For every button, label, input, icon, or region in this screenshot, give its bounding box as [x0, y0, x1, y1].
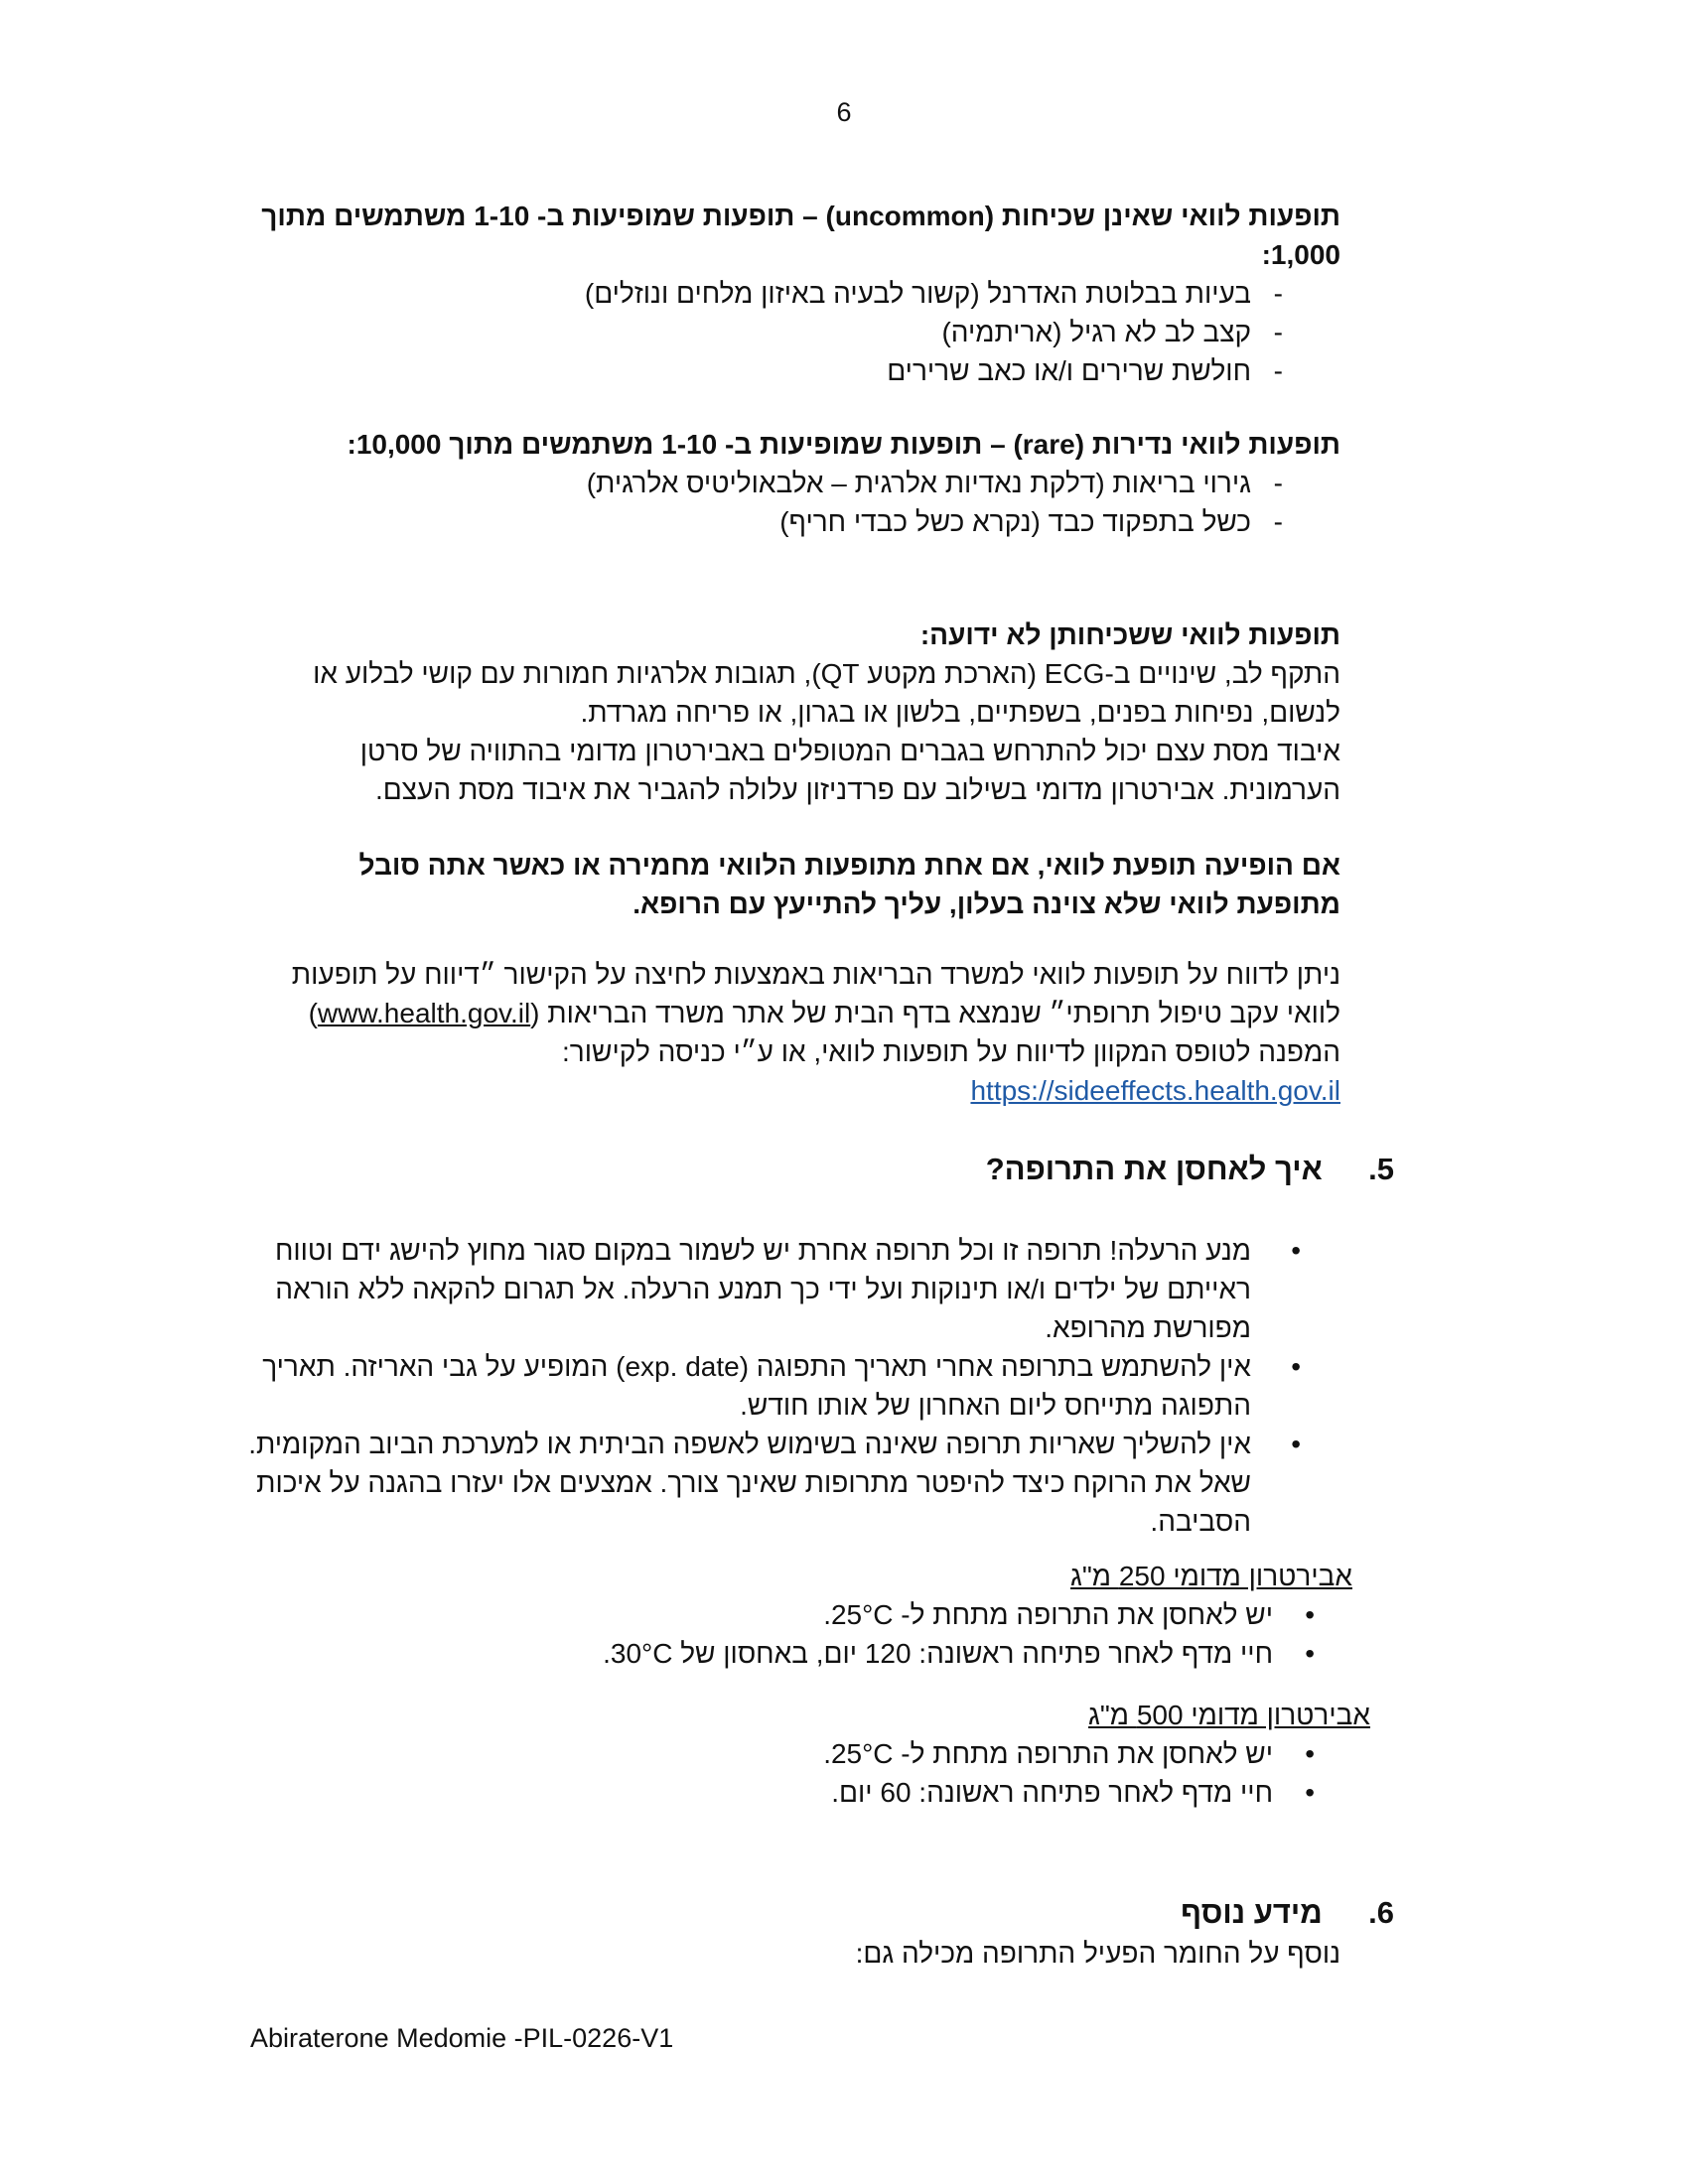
unknown-section	[258, 615, 1340, 809]
section-6-text: נוסף על החומר הפעיל התרופה מכילה גם:	[855, 1938, 1340, 1969]
storage-bullets	[238, 1231, 1340, 1541]
strength-500-section	[377, 1696, 1370, 1812]
list-item: • חיי מדף לאחר פתיחה ראשונה: 60 יום.	[377, 1773, 1352, 1812]
section-6-heading	[258, 1893, 1394, 1932]
rare-heading: תופעות לוואי נדירות (rare) – תופעות שמופיעות ב- 1-10 משתמשים מתוך 10,000:	[347, 429, 1340, 460]
list-item: • אין להשליך שאריות תרופה שאינה בשימוש לאשפה הביתית או למערכת הביוב המקומית. שאל את הרוקח כיצד להיפטר מתרופות שאינך צורך. אמצעים אלו יעזרו בהגנה על איכות הסביבה.	[238, 1425, 1340, 1541]
uncommon-heading: תופעות לוואי שאינן שכיחות (uncommon) – תופעות שמופיעות ב- 1-10 משתמשים מתוך 1,000:	[261, 201, 1340, 270]
section-title: מידע נוסף	[1181, 1895, 1323, 1930]
list-item: - גירוי בריאות (דלקת נאדיות אלרגית – אלבאוליטיס אלרגית)	[258, 464, 1340, 502]
report-text-a: ניתן לדווח על תופעות לוואי למשרד הבריאות באמצעות לחיצה על הקישור ״דיווח על תופעות לוואי עקב טיפול תרופתי״ שנמצא בדף הבית של אתר משרד הבריאות (	[291, 959, 1340, 1028]
unknown-heading: תופעות לוואי ששכיחותן לא ידועה:	[919, 619, 1340, 650]
list-item: • חיי מדף לאחר פתיחה ראשונה: 120 יום, באחסון של 30°C.	[359, 1634, 1352, 1673]
section-number: 5.	[1368, 1152, 1394, 1186]
section-number: 6.	[1368, 1895, 1394, 1930]
uncommon-list	[258, 274, 1340, 390]
unknown-text-2: איבוד מסת עצם יכול להתרחש בגברים המטופלים באבירטרון מדומי בהתוויה של סרטן הערמונית. אבירטרון מדומי בשילוב עם פרדניזון עלולה להגביר את איבוד מסת העצם.	[359, 736, 1340, 805]
rare-list	[258, 464, 1340, 541]
page-number: 6	[836, 97, 852, 127]
health-site-link[interactable]: www.health.gov.il	[317, 998, 531, 1028]
list-item: • מנע הרעלה! תרופה זו וכל תרופה אחרת יש לשמור במקום סגור מחוץ להישג ידם וטווח ראייתם של ילדים ו/או תינוקות ועל ידי כך תמנע הרעלה. אל תגרום להקאה ללא הוראה מפורשת מהרופא.	[238, 1231, 1340, 1347]
list-item: - בעיות בבלוטת האדרנל (קשור לבעיה באיזון מלחים ונוזלים)	[258, 274, 1340, 313]
report-text-b: ) המפנה לטופס המקוון לדיווח על תופעות לוואי, או ע״י כניסה לקישור:	[308, 998, 1340, 1067]
report-text	[258, 955, 1340, 1071]
uncommon-section	[258, 197, 1340, 390]
warning-text: אם הופיעה תופעת לוואי, אם אחת מתופעות הלוואי מחמירה או כאשר אתה סובל מתופעת לוואי שלא צוינה בעלון, עליך להתייעץ עם הרופא.	[358, 850, 1340, 919]
strength-500-title: אבירטרון מדומי 500 מ"ג	[1088, 1700, 1370, 1730]
list-item: - חולשת שרירים ו/או כאב שרירים	[258, 351, 1340, 390]
document-footer: Abiraterone Medomie -PIL-0226-V1	[250, 2023, 674, 2053]
report-section	[258, 955, 1340, 1110]
unknown-text-1: התקף לב, שינויים ב-ECG (הארכת מקטע QT), תגובות אלרגיות חמורות עם קושי לבלוע או לנשום, נפיחות בפנים, בשפתיים, בלשון או בגרון, או פריחה מגרדת.	[313, 658, 1340, 728]
list-item: - קצב לב לא רגיל (אריתמיה)	[258, 313, 1340, 351]
list-item: • יש לאחסן את התרופה מתחת ל- 25°C.	[377, 1734, 1352, 1773]
list-item: • יש לאחסן את התרופה מתחת ל- 25°C.	[359, 1595, 1352, 1634]
side-effects-link[interactable]: https://sideeffects.health.gov.il	[970, 1075, 1340, 1106]
rare-section	[258, 425, 1340, 541]
strength-250-section	[359, 1557, 1352, 1673]
strength-250-title: אבירטרון מדומי 250 מ"ג	[1070, 1561, 1352, 1591]
section-5-heading	[258, 1150, 1394, 1188]
list-item: • אין להשתמש בתרופה אחרי תאריך התפוגה (exp. date) המופיע על גבי האריזה. תאריך התפוגה מתייחס ליום האחרון של אותו חודש.	[238, 1347, 1340, 1425]
section-title: איך לאחסן את התרופה?	[985, 1152, 1323, 1186]
list-item: - כשל בתפקוד כבד (נקרא כשל כבדי חריף)	[258, 502, 1340, 541]
